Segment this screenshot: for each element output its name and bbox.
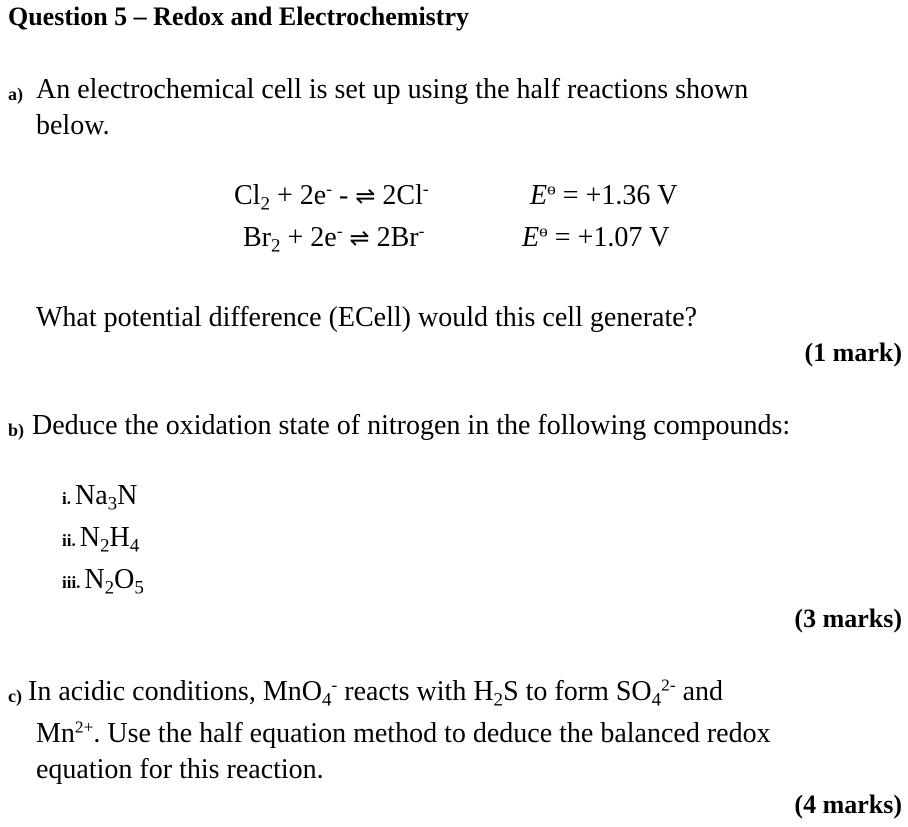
part-a-marks: (1 mark) [804, 338, 902, 367]
roman-label: i. [62, 489, 71, 508]
product-br: 2Br [376, 222, 419, 253]
part-c-marks: (4 marks) [794, 790, 902, 819]
product-cl: 2Cl [382, 180, 423, 211]
text-segment: reacts with H [337, 676, 494, 707]
text-segment: Mn [36, 718, 75, 749]
compound-item-3 [62, 564, 144, 606]
part-b-text: Deduce the oxidation state of nitrogen in the following compounds: [32, 410, 791, 441]
reactant-cl: Cl [234, 180, 261, 211]
reactant-subscript: 2 [271, 235, 281, 257]
electrons: + 2e [287, 222, 337, 253]
compound-list [62, 480, 144, 606]
formula-subscript: 5 [134, 577, 144, 599]
formula-subscript: 2 [104, 577, 115, 599]
half-reaction-bromine [243, 221, 425, 257]
part-c-label: c) [8, 686, 22, 706]
potential-bromine [522, 222, 670, 254]
part-a-text-line1: An electrochemical cell is set up using the half reactions shown [36, 74, 749, 105]
roman-label: iii. [62, 573, 81, 592]
text-segment: . Use the half equation method to deduce the balanced redox [93, 718, 771, 749]
equilibrium-arrow-icon: ⇌ [355, 182, 376, 210]
part-a-text-line2: below. [36, 110, 110, 141]
formula-part: N [79, 522, 100, 553]
equilibrium-arrow-icon: ⇌ [349, 224, 370, 252]
formula-subscript: 4 [321, 689, 332, 711]
formula-charge: 2+ [74, 717, 94, 737]
part-a-question: What potential difference (ECell) would this cell generate? [36, 302, 698, 333]
formula-subscript: 4 [129, 535, 140, 557]
potential-symbol: E [522, 222, 540, 253]
formula-charge: 2- [661, 675, 676, 695]
formula-part: H [109, 522, 130, 553]
formula-part: N [117, 480, 138, 511]
text-segment: In acidic conditions, MnO [28, 676, 322, 707]
stray-dash: - [338, 180, 349, 211]
product-charge: - [418, 221, 425, 241]
formula-charge: - [331, 675, 338, 695]
electron-charge: - [336, 221, 343, 241]
compound-item-1 [62, 480, 144, 522]
part-c-line2 [36, 716, 771, 752]
roman-label: ii. [62, 531, 76, 550]
part-b-marks: (3 marks) [794, 604, 902, 633]
standard-symbol: ө [539, 221, 548, 241]
potential-symbol: E [530, 180, 548, 211]
question-title: Question 5 – Redox and Electrochemistry [8, 2, 469, 31]
electron-charge: - [326, 179, 332, 199]
text-segment: and [675, 676, 724, 707]
formula-part: O [114, 564, 135, 595]
formula-subscript: 2 [493, 689, 504, 711]
formula-subscript: 2 [99, 535, 110, 557]
potential-chlorine [530, 180, 678, 212]
potential-value: = +1.07 V [554, 222, 670, 253]
half-reaction-chlorine [234, 179, 429, 215]
formula-subscript: 4 [651, 689, 662, 711]
formula-subscript: 3 [107, 493, 118, 515]
part-b-label: b) [8, 420, 25, 440]
reactant-br: Br [243, 222, 271, 253]
part-c-line1 [28, 674, 723, 710]
potential-value: = +1.36 V [562, 180, 678, 211]
part-c-line3: equation for this reaction. [36, 754, 324, 785]
product-charge: - [422, 179, 429, 199]
formula-part: N [84, 564, 105, 595]
formula-part: Na [74, 480, 108, 511]
standard-symbol: ө [547, 179, 556, 199]
electrons: + 2e [276, 180, 327, 211]
part-a-label: a) [8, 84, 23, 104]
text-segment: S to form SO [503, 676, 652, 707]
reactant-subscript: 2 [260, 193, 270, 215]
compound-item-2 [62, 522, 144, 564]
